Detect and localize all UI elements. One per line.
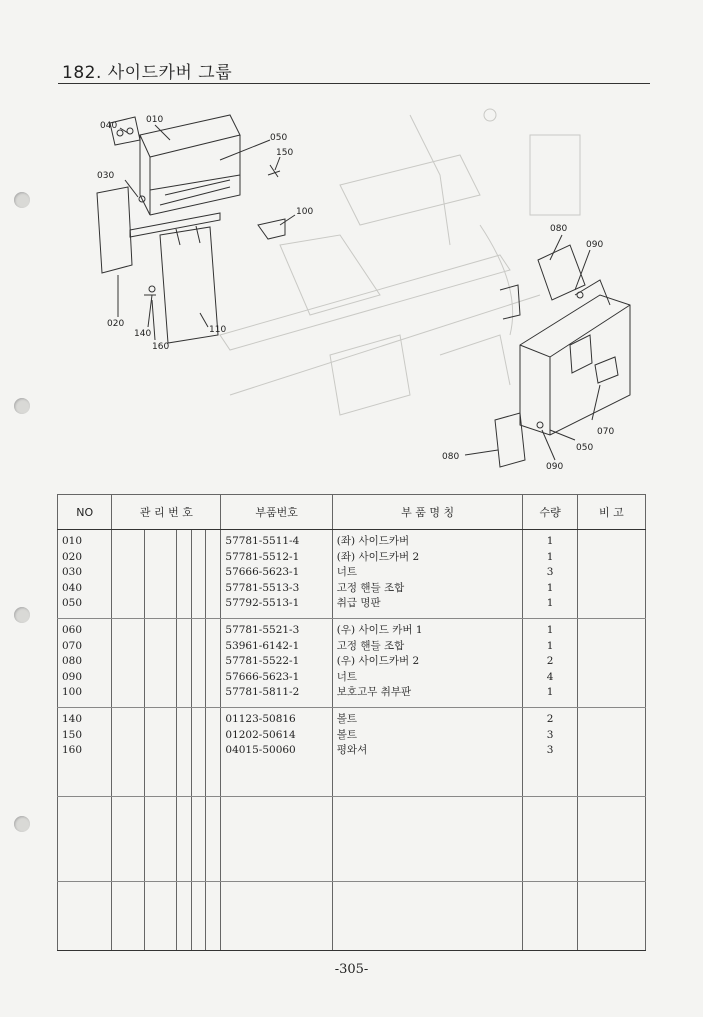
table-cell-empty: [577, 530, 645, 619]
table-cell-empty: [176, 797, 191, 882]
cell-name-value: 너트: [336, 670, 358, 683]
col-header-no: NO: [58, 495, 112, 530]
table-cell-empty: [112, 619, 144, 708]
cell-qty-value: 1: [546, 535, 554, 547]
cell-name-value: 취급 명판: [336, 597, 381, 610]
punch-hole: [14, 816, 30, 832]
table-row-group: [58, 619, 646, 708]
cell-no-value: 040: [62, 581, 83, 594]
cell-qty: [523, 708, 577, 797]
cell-no-value: 010: [62, 535, 83, 547]
cell-no-value: 090: [62, 670, 83, 683]
page-title: 182. 사이드카버 그룹: [62, 63, 233, 83]
cell-part-no: [221, 619, 332, 708]
cell-name-value: (우) 사이드 카버 1: [336, 624, 423, 636]
cell-part-no-value: 53961-6142-1: [225, 639, 300, 652]
table-row-empty: [58, 882, 646, 951]
table-cell-empty: [144, 708, 176, 797]
cell-name-value: 볼트: [336, 713, 358, 725]
table-cell-empty: [176, 708, 191, 797]
table-cell-empty: [112, 530, 144, 619]
page-number: -305-: [334, 962, 369, 977]
cell-no-value: 140: [62, 713, 83, 725]
table-cell-empty: [176, 882, 191, 951]
callout-090: 090: [586, 240, 604, 250]
table-row-group: [58, 708, 646, 797]
cell-no-value: 050: [62, 597, 83, 610]
cell-part-no-value: 01202-50614: [225, 728, 296, 741]
callout-070: 070: [597, 427, 615, 437]
table-cell-empty: [144, 882, 176, 951]
col-header-part-no: 부품번호: [221, 495, 332, 530]
table-cell-empty: [221, 797, 332, 882]
callout-140: 140: [134, 329, 152, 339]
cell-name-value: 고정 핸들 조합: [336, 639, 405, 652]
table-cell-empty: [191, 797, 206, 882]
cell-no-value: 080: [62, 655, 83, 668]
cell-part-no-value: 57781-5522-1: [225, 655, 300, 668]
callout-110: 110: [209, 325, 227, 335]
cell-part-no-value: 57781-5521-3: [225, 624, 300, 636]
callout-050: 050: [270, 133, 288, 143]
cell-name-value: (좌) 사이드카버 2: [336, 550, 420, 563]
cell-name-value: 고정 핸들 조합: [336, 581, 405, 594]
cell-qty-value: 1: [546, 624, 554, 636]
table-cell-empty: [206, 797, 221, 882]
table-cell-empty: [206, 619, 221, 708]
bleed-through-artwork: [220, 109, 580, 415]
cell-part-no-value: 57781-5811-2: [225, 686, 300, 699]
cell-qty-value: 1: [546, 581, 554, 594]
table-cell-empty: [206, 882, 221, 951]
title-rule: [58, 83, 650, 84]
punch-hole: [14, 192, 30, 208]
cell-name: [332, 619, 523, 708]
table-cell-empty: [58, 797, 112, 882]
cell-qty-value: 1: [546, 550, 554, 563]
callout-100: 100: [296, 207, 314, 217]
callout-090-lower: 090: [546, 462, 564, 472]
table-cell-empty: [112, 882, 144, 951]
callout-040: 040: [100, 121, 118, 131]
table-cell-empty: [176, 619, 191, 708]
cell-part-no-value: 57666-5623-1: [225, 670, 300, 683]
cell-part-no-value: 57666-5623-1: [225, 566, 300, 579]
table-cell-empty: [176, 530, 191, 619]
cell-part-no-value: 57781-5513-3: [225, 581, 300, 594]
table-cell-empty: [523, 797, 577, 882]
cell-qty-value: 1: [546, 597, 554, 610]
cell-no-value: 070: [62, 639, 83, 652]
cell-part-no-value: 57792-5513-1: [225, 597, 300, 610]
cell-qty: [523, 530, 577, 619]
callout-010: 010: [146, 115, 164, 125]
callout-080: 080: [550, 224, 568, 234]
col-header-qty: 수량: [523, 495, 577, 530]
cell-part-no: [221, 530, 332, 619]
table-cell-empty: [112, 797, 144, 882]
cell-qty-value: 3: [546, 566, 554, 579]
table-row-group: [58, 530, 646, 619]
table-cell-empty: [221, 882, 332, 951]
cell-no: [58, 619, 112, 708]
cell-name-value: 보호고무 취부판: [336, 686, 412, 699]
cell-no-value: 160: [62, 744, 83, 757]
cell-qty-value: 2: [546, 713, 554, 725]
cell-name-value: 볼트: [336, 728, 358, 741]
table-cell-empty: [206, 708, 221, 797]
cell-name-value: 평와셔: [336, 744, 368, 757]
table-cell-empty: [191, 619, 206, 708]
callout-080-lower: 080: [442, 452, 460, 462]
table-cell-empty: [577, 708, 645, 797]
cell-part-no-value: 04015-50060: [225, 744, 296, 757]
table-cell-empty: [58, 882, 112, 951]
punch-hole: [14, 398, 30, 414]
punch-hole: [14, 607, 30, 623]
col-header-mgmt: 관 리 번 호: [112, 495, 221, 530]
table-cell-empty: [577, 797, 645, 882]
cell-name-value: (우) 사이드카버 2: [336, 655, 420, 668]
cell-no: [58, 708, 112, 797]
callout-160: 160: [152, 342, 170, 352]
left-side-cover-assembly: [97, 115, 288, 343]
cell-qty-value: 3: [546, 744, 554, 757]
table-cell-empty: [577, 619, 645, 708]
cell-no-value: 030: [62, 566, 83, 579]
exploded-parts-diagram: [80, 95, 640, 475]
callout-030: 030: [97, 171, 115, 181]
cell-qty: [523, 619, 577, 708]
cell-part-no: [221, 708, 332, 797]
table-header-row: [58, 495, 646, 530]
table-cell-empty: [191, 530, 206, 619]
table-cell-empty: [332, 882, 523, 951]
cell-qty-value: 1: [546, 686, 554, 699]
cell-part-no-value: 57781-5511-4: [225, 535, 300, 547]
cell-no: [58, 530, 112, 619]
table-cell-empty: [191, 708, 206, 797]
table-cell-empty: [144, 797, 176, 882]
cell-part-no-value: 01123-50816: [225, 713, 296, 725]
cell-name: [332, 530, 523, 619]
cell-qty-value: 1: [546, 639, 554, 652]
table-cell-empty: [206, 530, 221, 619]
cell-no-value: 060: [62, 624, 83, 636]
table-row-empty: [58, 797, 646, 882]
table-cell-empty: [332, 797, 523, 882]
col-header-remark: 비 고: [577, 495, 645, 530]
callout-050-right: 050: [576, 443, 594, 453]
cell-no-value: 100: [62, 686, 83, 699]
cell-part-no-value: 57781-5512-1: [225, 550, 300, 563]
cell-name: [332, 708, 523, 797]
table-cell-empty: [191, 882, 206, 951]
table-cell-empty: [523, 882, 577, 951]
table-cell-empty: [144, 619, 176, 708]
cell-qty-value: 3: [546, 728, 554, 741]
cell-name-value: (좌) 사이드카버: [336, 535, 410, 547]
parts-table: [57, 494, 646, 951]
table-cell-empty: [144, 530, 176, 619]
callout-150: 150: [276, 148, 294, 158]
table-cell-empty: [112, 708, 144, 797]
callout-020: 020: [107, 319, 125, 329]
cell-name-value: 너트: [336, 566, 358, 579]
cell-qty-value: 2: [546, 655, 554, 668]
cell-no-value: 150: [62, 728, 83, 741]
col-header-name: 부 품 명 칭: [332, 495, 523, 530]
table-cell-empty: [577, 882, 645, 951]
callout-labels: [97, 115, 614, 472]
cell-no-value: 020: [62, 550, 83, 563]
cell-qty-value: 4: [546, 670, 554, 683]
